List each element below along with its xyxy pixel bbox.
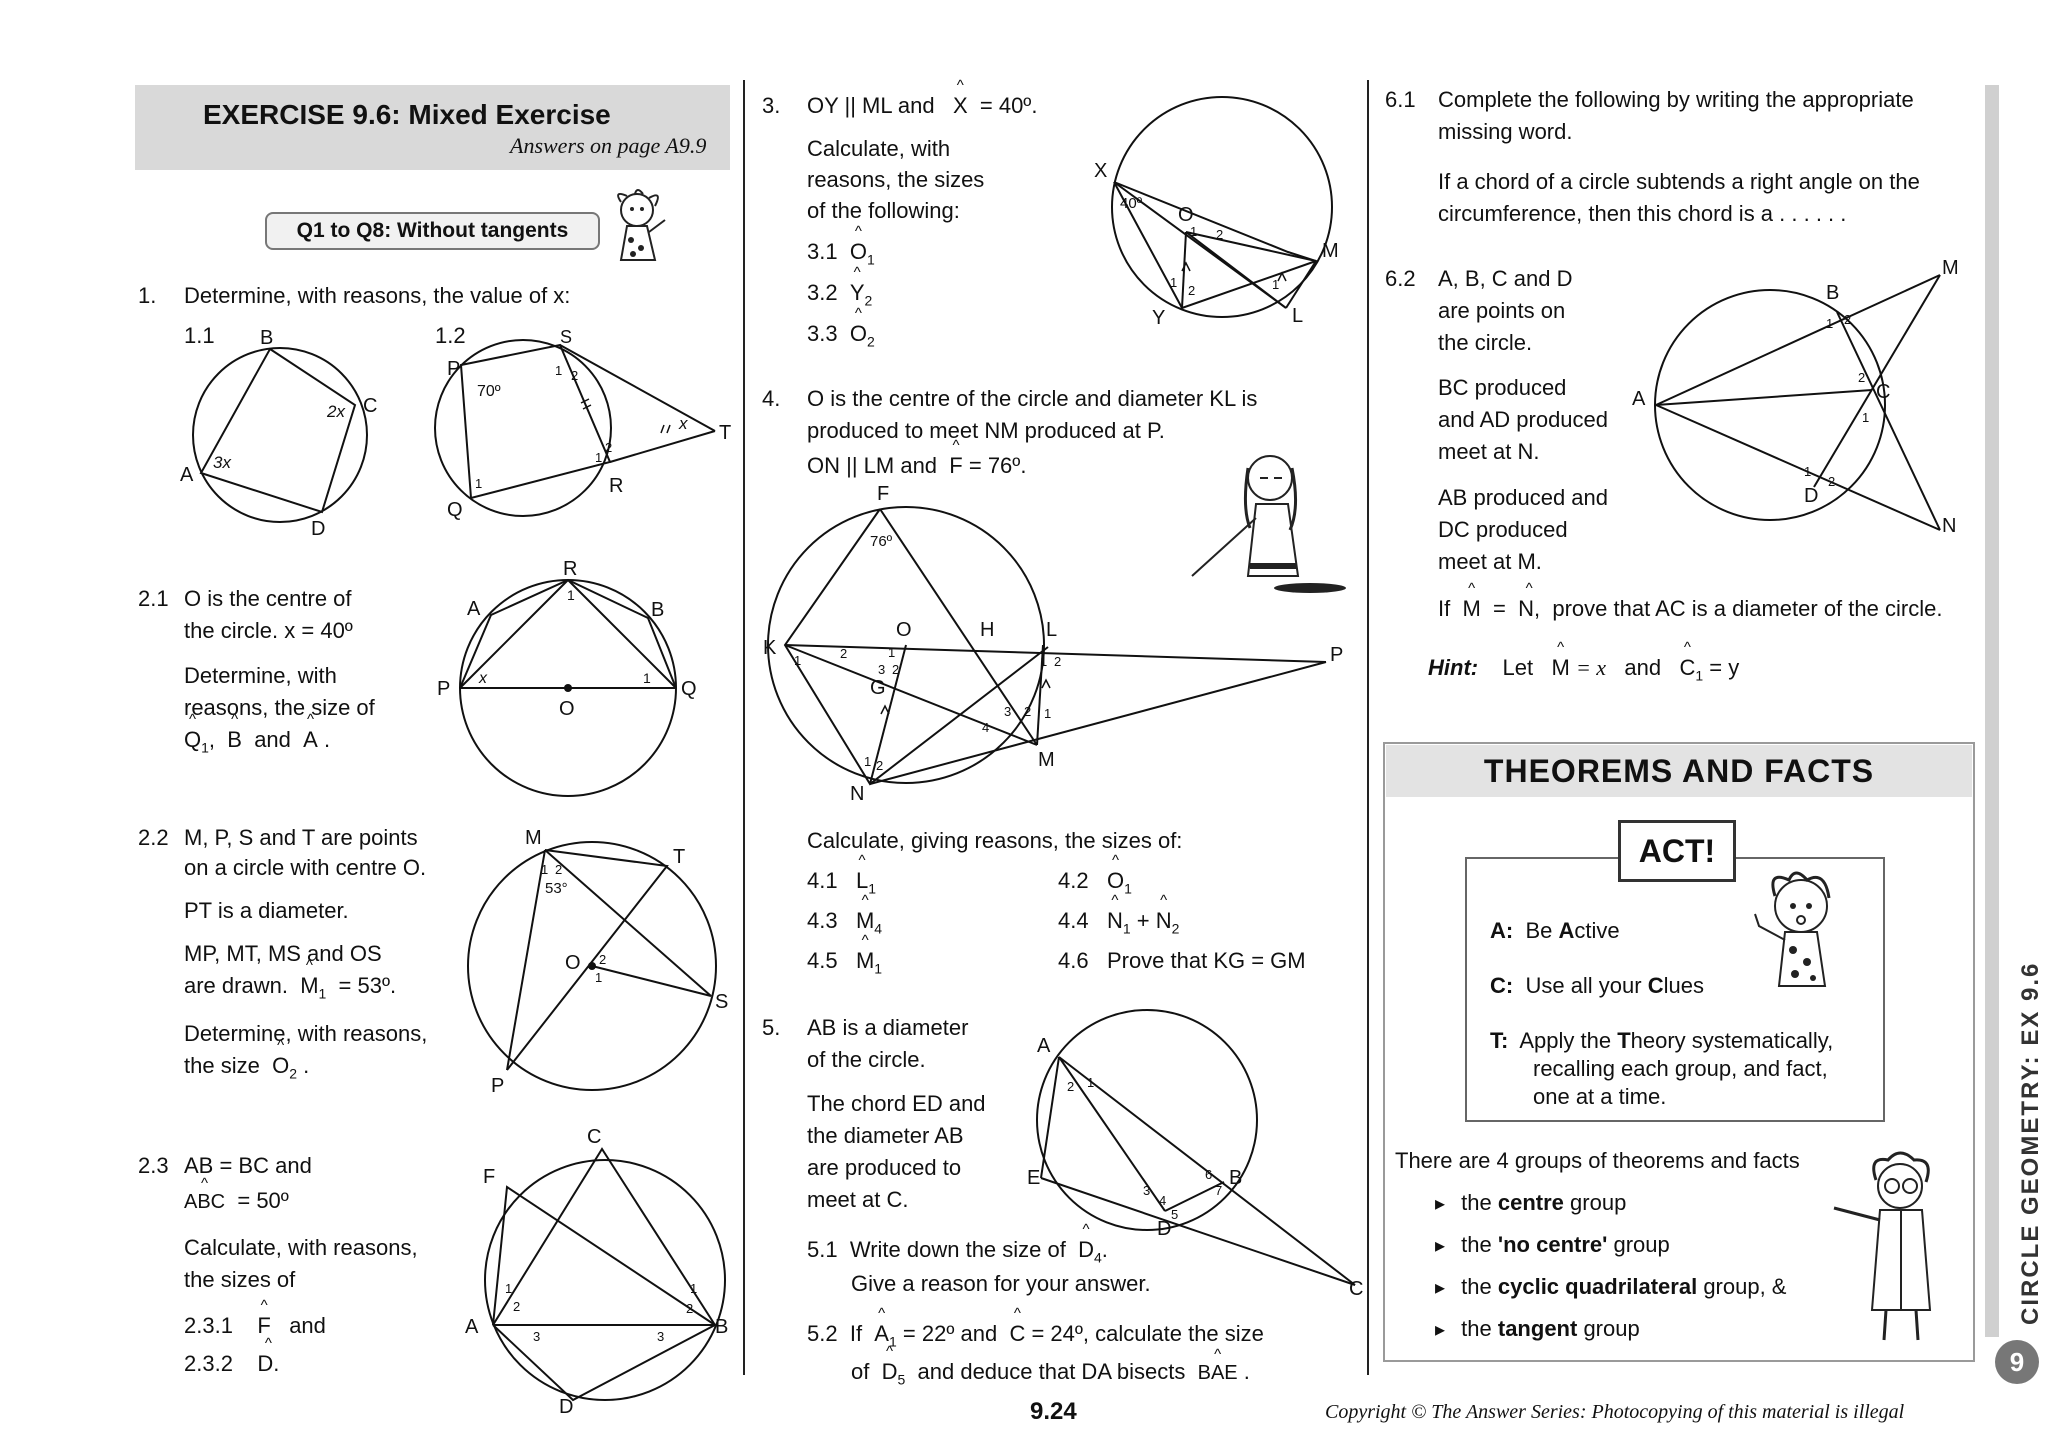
svg-text:3: 3 (533, 1329, 541, 1344)
q2-2-label-s: S (715, 991, 729, 1013)
q2-3-line1: AB = BC and (184, 1153, 312, 1178)
svg-text:2: 2 (605, 440, 613, 455)
svg-text:1: 1 (1044, 706, 1052, 721)
svg-text:2: 2 (840, 646, 848, 661)
page-number: 9.24 (1030, 1398, 1077, 1425)
q3-label-m: M (1322, 240, 1339, 262)
q4-angle-76: 76º (870, 533, 893, 550)
svg-text:1: 1 (1826, 316, 1834, 331)
q3-angle-40: 40º (1120, 195, 1143, 212)
q4-label-l: L (1046, 619, 1058, 641)
q1-1-label-c: C (363, 395, 378, 417)
svg-text:1: 1 (555, 363, 563, 378)
svg-text:2: 2 (1054, 654, 1062, 669)
q2-3-line4: the sizes of (184, 1267, 296, 1292)
q3-part3: 3.3 ^ $O_2$ (807, 318, 875, 352)
svg-text:1: 1 (1170, 275, 1178, 290)
q6-2-line7: AB produced and (1438, 485, 1609, 510)
q6-1-number: 6.1 (1385, 87, 1416, 112)
q5-line4: the diameter AB (807, 1123, 964, 1148)
q1-2-label-s: S (560, 327, 573, 347)
q4-part3: 4.3 ^ $M_4$ (807, 905, 882, 939)
q2-3-line3: Calculate, with reasons, (184, 1235, 418, 1260)
svg-text:1: 1 (1040, 654, 1048, 669)
svg-text:2: 2 (1216, 227, 1224, 242)
q4-diagram (760, 483, 1360, 805)
answers-reference: Answers on page A9.9 (510, 133, 707, 158)
q1-2-label-t: T (719, 422, 732, 444)
q3-label-l: L (1292, 305, 1304, 327)
q4-line3: ON || LM and ^ F = 76º. (807, 450, 1026, 482)
q3-line3: reasons, the sizes (807, 167, 985, 192)
q6-2-line3: the circle. (1438, 330, 1533, 355)
q4-calc-text: Calculate, giving reasons, the sizes of: (807, 828, 1183, 853)
q6-2-line10: If ^ M = ^ N, prove that AC is a diameter of the circle. (1438, 593, 1942, 625)
q4-label-f: F (877, 483, 890, 505)
q5-part1-line2: Give a reason for your answer. (851, 1271, 1151, 1296)
q2-3-line2: ^ ABC = 50º (184, 1185, 289, 1217)
svg-text:1: 1 (567, 587, 575, 603)
q6-2-line4: BC produced (1438, 375, 1567, 400)
svg-text:1: 1 (1087, 1075, 1095, 1090)
q6-1-line3: If a chord of a circle subtends a right angle on the (1438, 169, 1920, 194)
svg-text:6: 6 (1205, 1167, 1213, 1182)
q5-line3: The chord ED and (807, 1091, 986, 1116)
q2-2-line7: the size ^ $O_2$ . (184, 1050, 309, 1084)
q4-part4: 4.4 ^ $N_1$ + ^ $N_2$ (1058, 905, 1179, 939)
q6-2-label-n: N (1942, 515, 1957, 537)
q2-2-number: 2.2 (138, 825, 169, 850)
svg-text:1: 1 (505, 1281, 513, 1296)
q2-2-label-o: O (565, 952, 581, 974)
svg-text:1: 1 (794, 653, 802, 668)
act-t-line: T: Apply the Theory systematically, (1490, 1028, 1834, 1053)
cartoon-scientist-icon (1830, 1150, 1970, 1350)
q2-1-line4: reasons, the size of (184, 695, 375, 720)
q1-1-label: 1.1 (184, 323, 215, 348)
q5-part2: 5.2 If ^ $A_1$ = 22º and ^ C = 24º, calculate the size (807, 1318, 1264, 1352)
q3-label-x: X (1094, 160, 1108, 182)
act-title: ACT! (1618, 820, 1736, 882)
q4-label-p: P (1330, 644, 1344, 666)
q5-label-b: B (1229, 1167, 1243, 1189)
q3-line2: Calculate, with (807, 136, 951, 161)
q1-text: Determine, with reasons, the value of x: (184, 283, 571, 308)
svg-text:3: 3 (1143, 1183, 1151, 1198)
svg-text:1: 1 (888, 645, 896, 660)
svg-text:1: 1 (1862, 410, 1870, 425)
cartoon-child-icon (1745, 870, 1845, 1000)
q2-1-number: 2.1 (138, 586, 169, 611)
theorems-title: THEOREMS AND FACTS (1386, 745, 1972, 797)
group-no-centre: ▸ the 'no centre' group (1435, 1229, 1670, 1261)
q5-label-a: A (1037, 1035, 1051, 1057)
q3-part2: 3.2 ^ $Y_2$ (807, 277, 872, 311)
group-tangent: ▸ the tangent group (1435, 1313, 1640, 1345)
q1-2-label-p: P (447, 358, 461, 380)
group-centre: ▸ the centre group (1435, 1187, 1626, 1219)
q2-2-label-p: P (491, 1075, 505, 1097)
q1-1-angle-3x: 3x (213, 453, 231, 472)
q6-2-line5: and AD produced (1438, 407, 1609, 432)
svg-text:2: 2 (571, 368, 579, 383)
q5-part2-line2: of ^ $D_5$ and deduce that DA bisects ^ BAE . (851, 1356, 1250, 1390)
svg-text:1: 1 (643, 670, 651, 686)
q3-label-y: Y (1152, 307, 1166, 329)
svg-text:2: 2 (1024, 704, 1032, 719)
q1-number: 1. (138, 283, 157, 308)
svg-text:1: 1 (690, 1281, 698, 1296)
q6-2-label-c: C (1876, 381, 1891, 403)
svg-text:2: 2 (1844, 312, 1852, 327)
svg-text:2: 2 (876, 758, 884, 773)
svg-text:2: 2 (599, 952, 607, 967)
q1-2-label: 1.2 (435, 323, 466, 348)
svg-text:3: 3 (1004, 704, 1012, 719)
q6-hint: Hint: Let ^ M = x and ^ $C_1 = y$ (1428, 652, 1739, 686)
q4-label-k: K (763, 637, 777, 659)
copyright-notice: Copyright © The Answer Series: Photocopying of this material is illegal (1325, 1401, 1905, 1423)
svg-text:4: 4 (982, 720, 990, 735)
q1-2-label-q: Q (447, 499, 463, 521)
q6-2-label-d: D (1804, 485, 1819, 507)
svg-text:4: 4 (1159, 1193, 1167, 1208)
q1-1-diagram (175, 327, 385, 540)
q6-1-line4: circumference, then this chord is a . . . . . . (1438, 201, 1847, 226)
svg-text:5: 5 (1171, 1207, 1179, 1222)
groups-intro: There are 4 groups of theorems and facts (1395, 1148, 1800, 1173)
svg-text:2: 2 (892, 662, 900, 677)
q5-line1: AB is a diameter (807, 1015, 969, 1040)
svg-text:3: 3 (878, 662, 886, 677)
q2-1-label-r: R (563, 558, 578, 580)
q2-1-line3: Determine, with (184, 663, 337, 688)
q2-2-line4: MP, MT, MS and OS (184, 941, 382, 966)
q1-2-angle-x: x (679, 414, 688, 433)
q2-3-part1: 2.3.1 ^ F and (184, 1310, 326, 1342)
svg-text:1: 1 (1190, 224, 1198, 239)
q2-1-label-o: O (559, 698, 575, 720)
svg-text:x: x (479, 670, 487, 687)
q1-2-diagram (425, 327, 735, 525)
svg-text:1: 1 (864, 754, 872, 769)
q5-line2: of the circle. (807, 1047, 926, 1072)
q2-1-label-q: Q (681, 678, 697, 700)
svg-text:1: 1 (541, 862, 549, 877)
q2-3-label-b: B (715, 1316, 729, 1338)
q2-1-line2: the circle. x = 40º (184, 618, 353, 643)
q6-2-label-m: M (1942, 257, 1959, 279)
q4-line1: O is the centre of the circle and diameter KL is (807, 386, 1258, 411)
svg-text:3: 3 (657, 1329, 665, 1344)
q2-2-diagram (455, 827, 745, 1100)
q2-3-part2: 2.3.2 ^ D. (184, 1348, 279, 1380)
q3-line4: of the following: (807, 198, 960, 223)
q2-3-diagram (465, 1125, 735, 1418)
svg-text:1: 1 (475, 476, 483, 491)
q2-2-line6: Determine, with reasons, (184, 1021, 428, 1046)
q2-2-line3: PT is a diameter. (184, 898, 349, 923)
q2-1-label-a: A (467, 598, 481, 620)
q5-label-c: C (1349, 1278, 1364, 1300)
q4-part1: 4.1 ^ $L_1$ (807, 865, 876, 899)
q2-2-label-t: T (673, 846, 686, 868)
q2-3-label-c: C (587, 1126, 602, 1148)
q6-2-label-a: A (1632, 388, 1646, 410)
q4-part5: 4.5 ^ $M_1$ (807, 945, 882, 979)
act-c-line: C: Use all your Clues (1490, 973, 1704, 998)
q2-2-line2: on a circle with centre O. (184, 855, 427, 880)
exercise-title: EXERCISE 9.6: Mixed Exercise (203, 99, 611, 130)
q2-1-line5: ^ $Q_1$, ^ B and ^ A . (184, 724, 330, 758)
column-divider-right (1367, 80, 1369, 1375)
svg-text:2: 2 (686, 1301, 694, 1316)
question-range-badge: Q1 to Q8: Without tangents (265, 212, 600, 250)
group-cyclic-quadrilateral: ▸ the cyclic quadrilateral group, & (1435, 1271, 1786, 1303)
q4-part6: 4.6 Prove that KG = GM (1058, 948, 1306, 973)
q5-label-e: E (1027, 1167, 1041, 1189)
q5-number: 5. (762, 1015, 781, 1040)
q4-part2: 4.2 ^ $O_1$ (1058, 865, 1132, 899)
svg-text:2: 2 (1188, 283, 1196, 298)
column-divider-left (743, 80, 745, 1375)
q6-2-line1: A, B, C and D (1438, 266, 1573, 291)
q2-2-angle-53: 53° (545, 880, 568, 897)
q6-2-line2: are points on (1438, 298, 1566, 323)
q2-2-line5: are drawn. ^ $M_1$ = 53º. (184, 970, 396, 1004)
q2-3-number: 2.3 (138, 1153, 169, 1178)
q6-2-line9: meet at M. (1438, 549, 1542, 574)
q3-diagram (1060, 95, 1350, 335)
q4-number: 4. (762, 386, 781, 411)
q6-1-line1: Complete the following by writing the appropriate (1438, 87, 1914, 112)
q6-2-line6: meet at N. (1438, 439, 1540, 464)
q4-line2: produced to meet NM produced at P. (807, 418, 1165, 443)
q2-1-label-p: P (437, 678, 451, 700)
svg-text:1: 1 (1272, 277, 1280, 292)
q6-2-line8: DC produced (1438, 517, 1568, 542)
q1-1-label-a: A (180, 464, 194, 486)
q2-1-diagram (435, 555, 705, 825)
svg-text:2: 2 (1828, 474, 1836, 489)
svg-text:1: 1 (1804, 464, 1812, 479)
q2-1-label-b: B (651, 599, 665, 621)
q4-label-o: O (896, 619, 912, 641)
q6-1-line2: missing word. (1438, 119, 1573, 144)
q3-number: 3. (762, 93, 781, 118)
q3-part1: 3.1 ^ $O_1$ (807, 236, 875, 270)
q6-2-diagram (1632, 257, 1960, 550)
cartoon-girl-icon (605, 190, 675, 270)
q4-label-g: G (870, 677, 886, 699)
q1-1-label-d: D (311, 518, 326, 540)
act-a-line: A: Be Active (1490, 918, 1620, 943)
svg-text:1: 1 (595, 450, 603, 465)
q2-2-label-m: M (525, 827, 542, 849)
q1-2-angle-70: 70º (477, 383, 501, 400)
q2-3-label-d: D (559, 1396, 574, 1418)
q5-line6: meet at C. (807, 1187, 909, 1212)
chapter-badge: 9 (1995, 1340, 2039, 1384)
q2-3-label-a: A (465, 1316, 479, 1338)
svg-text:2: 2 (555, 862, 563, 877)
q4-label-h: H (980, 619, 995, 641)
q5-label-d: D (1157, 1218, 1172, 1240)
svg-text:1: 1 (595, 970, 603, 985)
q2-2-line1: M, P, S and T are points (184, 825, 418, 850)
q3-label-o: O (1178, 204, 1194, 226)
q5-diagram (1015, 1005, 1365, 1305)
q5-part1: 5.1 Write down the size of ^ $D_4$. (807, 1234, 1108, 1268)
q2-3-label-f: F (483, 1166, 496, 1188)
q4-label-n: N (850, 783, 865, 805)
q1-2-label-r: R (609, 475, 624, 497)
side-bar (1985, 85, 1999, 1337)
q1-1-angle-2x: 2x (327, 402, 345, 421)
q2-1-line1: O is the centre of (184, 586, 352, 611)
act-t-line3: one at a time. (1533, 1084, 1667, 1109)
svg-text:7: 7 (1215, 1183, 1223, 1198)
act-t-line2: recalling each group, and fact, (1533, 1056, 1828, 1081)
svg-text:2: 2 (1067, 1079, 1075, 1094)
svg-text:2: 2 (513, 1299, 521, 1314)
chapter-side-label: CIRCLE GEOMETRY: EX 9.6 (2017, 961, 2044, 1325)
q3-line1: OY || ML and ^ X = 40º. (807, 90, 1037, 122)
q5-line5: are produced to (807, 1155, 962, 1180)
q4-label-m: M (1038, 749, 1055, 771)
q6-2-number: 6.2 (1385, 266, 1416, 291)
q1-1-label-b: B (260, 327, 274, 349)
q6-2-label-b: B (1826, 282, 1840, 304)
svg-text:2: 2 (1858, 370, 1866, 385)
